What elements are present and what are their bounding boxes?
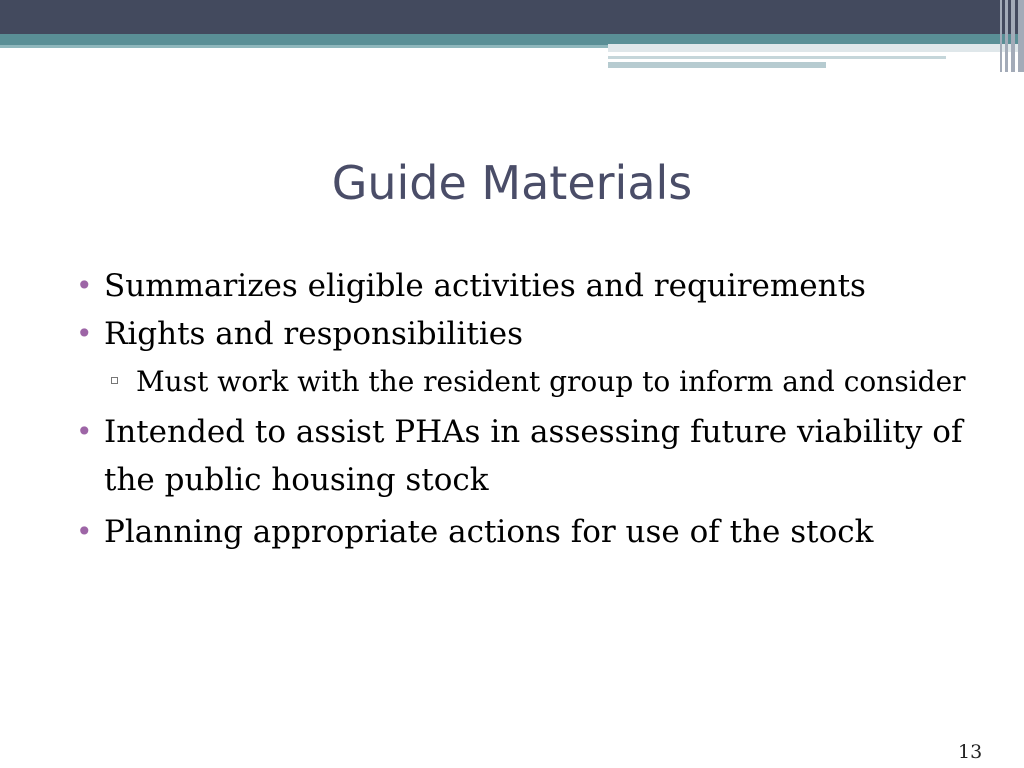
bullet-text: Rights and responsibilities	[104, 316, 524, 352]
bullet-dot-icon: •	[76, 269, 93, 302]
bullet-dot-icon: •	[76, 515, 93, 548]
sub-bullet-item	[74, 360, 974, 404]
bullet-item	[74, 262, 974, 310]
bullet-list	[74, 262, 974, 556]
bullet-text: Planning appropriate actions for use of the stock	[104, 514, 874, 550]
bullet-text: Summarizes eligible activities and requirements	[104, 268, 866, 304]
bullet-dot-icon: •	[76, 317, 93, 350]
bullet-item	[74, 310, 974, 358]
header-accent-bar	[608, 44, 1024, 52]
bullet-item	[74, 508, 974, 556]
bullet-item	[74, 408, 974, 504]
square-bullet-icon	[111, 377, 118, 384]
header-band	[0, 0, 1024, 34]
header-accent-bar	[608, 62, 826, 68]
sub-bullet-text: Must work with the resident group to inform and consider	[136, 365, 966, 398]
header-accent-bar	[608, 56, 946, 59]
header-teal-underline	[0, 45, 608, 48]
header-vertical-stripes	[994, 0, 1024, 72]
slide-title: Guide Materials	[331, 156, 693, 210]
page-number: 13	[958, 741, 983, 763]
bullet-dot-icon: •	[76, 415, 93, 448]
bullet-text: Intended to assist PHAs in assessing future viability of the public housing stock	[104, 414, 963, 498]
